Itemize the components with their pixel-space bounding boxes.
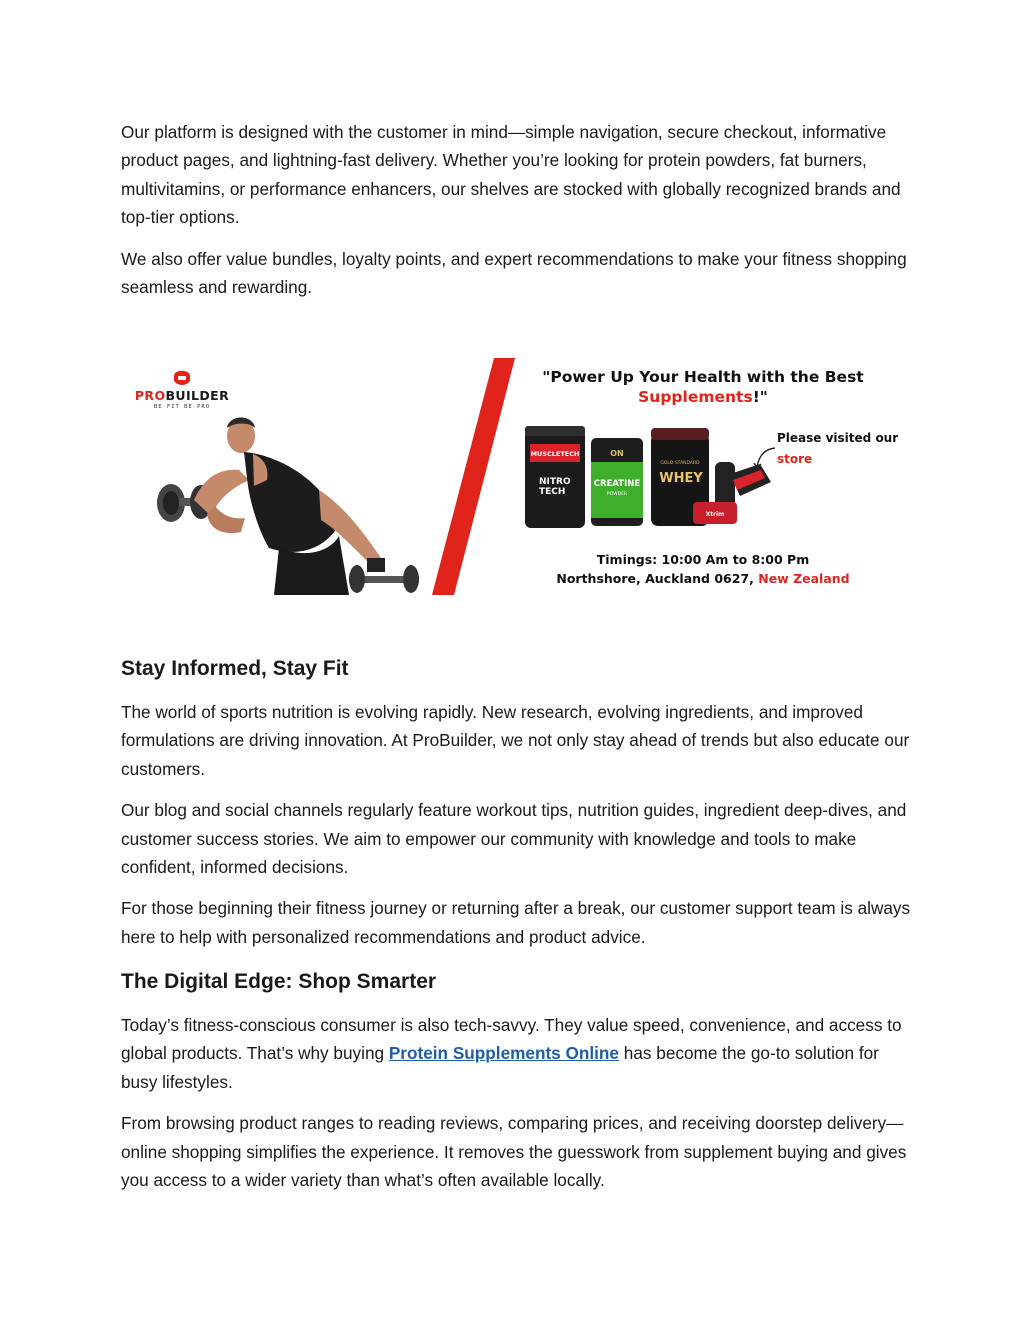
product-1-name-line1: NITRO — [539, 477, 571, 487]
section1-paragraph-1: The world of sports nutrition is evolving rapidly. New research, evolving ingredients, and improved formulations are driving innovation. At ProBuilder, we not only stay ahead of trends but also educate our customers. — [121, 702, 910, 779]
headline-line-1: "Power Up Your Health with the Best — [542, 368, 864, 386]
curved-arrow-icon — [753, 445, 779, 471]
intro-paragraph-1: Our platform is designed with the customer in mind—simple navigation, secure checkout, informative product pages, and lightning-fast delivery. Whether you’re looking for protein powders, fat burners, multivitamins, or performance enhancers, our shelves are stocked with globally recognized brands and top-tier options. — [121, 122, 901, 228]
product-2-name: CREATINE — [593, 479, 641, 489]
product-3-brand: GOLD STANDARD — [660, 461, 700, 466]
section-digital-edge — [121, 968, 911, 1207]
section-heading-stay-informed: Stay Informed, Stay Fit — [121, 657, 349, 680]
store-note — [777, 428, 898, 470]
banner-headline — [503, 367, 903, 407]
product-2-sub: POWDER — [606, 492, 628, 497]
athlete-with-dumbbell-illustration — [149, 408, 419, 595]
store-note-text: Please visited our — [777, 431, 899, 445]
store-note-highlight: store — [777, 452, 813, 466]
section2-paragraph-2: From browsing product ranges to reading reviews, comparing prices, and receiving doorstep delivery—online shopping simplifies the experience. It removes the guesswork from supplement buying and gives you access to a wider variety than what’s often available locally. — [121, 1113, 907, 1191]
logo-wordmark: PROBUILDER — [134, 388, 230, 403]
store-banner-image — [121, 358, 905, 595]
product-1-brand: MUSCLETECH — [530, 450, 580, 458]
address-line: Northshore, Auckland 0627, New Zealand — [556, 571, 850, 586]
section-heading-digital-edge: The Digital Edge: Shop Smarter — [121, 970, 437, 993]
product-1-name-line2: TECH — [539, 487, 566, 497]
strap-label: Xtrim — [705, 511, 725, 518]
timings-line: Timings: 10:00 Am to 8:00 Pm — [596, 552, 810, 567]
protein-supplements-online-link[interactable]: Protein Supplements Online — [388, 1043, 619, 1064]
product-3-name: WHEY — [659, 471, 703, 486]
probuilder-logo — [127, 366, 237, 410]
store-timings — [533, 550, 873, 588]
supplement-products-graphic — [525, 424, 775, 534]
logo-tagline: BE FIT BE PRO — [153, 404, 211, 410]
section-stay-informed — [121, 655, 911, 964]
section1-paragraph-2: Our blog and social channels regularly feature workout tips, nutrition guides, ingredient deep-dives, and customer success stories. We aim to empower our community with knowledge and tools to make confident, informed decisions. — [121, 800, 907, 878]
helmet-icon — [171, 366, 193, 386]
section2-paragraph-1: Today’s fitness-conscious consumer is also tech-savvy. They value speed, convenience, and access to global products. That’s why buying Protein Supplements Online has become the go-to solution for busy lifestyles. — [121, 1015, 902, 1092]
section1-paragraph-3: For those beginning their fitness journey or returning after a break, our customer support team is always here to help with personalized recommendations and product advice. — [121, 898, 911, 947]
intro-block — [121, 118, 911, 314]
headline-line-2: Supplements!" — [638, 388, 768, 406]
product-2-brand: ON — [610, 449, 624, 458]
intro-paragraph-2: We also offer value bundles, loyalty points, and expert recommendations to make your fitness shopping seamless and rewarding. — [121, 248, 907, 298]
